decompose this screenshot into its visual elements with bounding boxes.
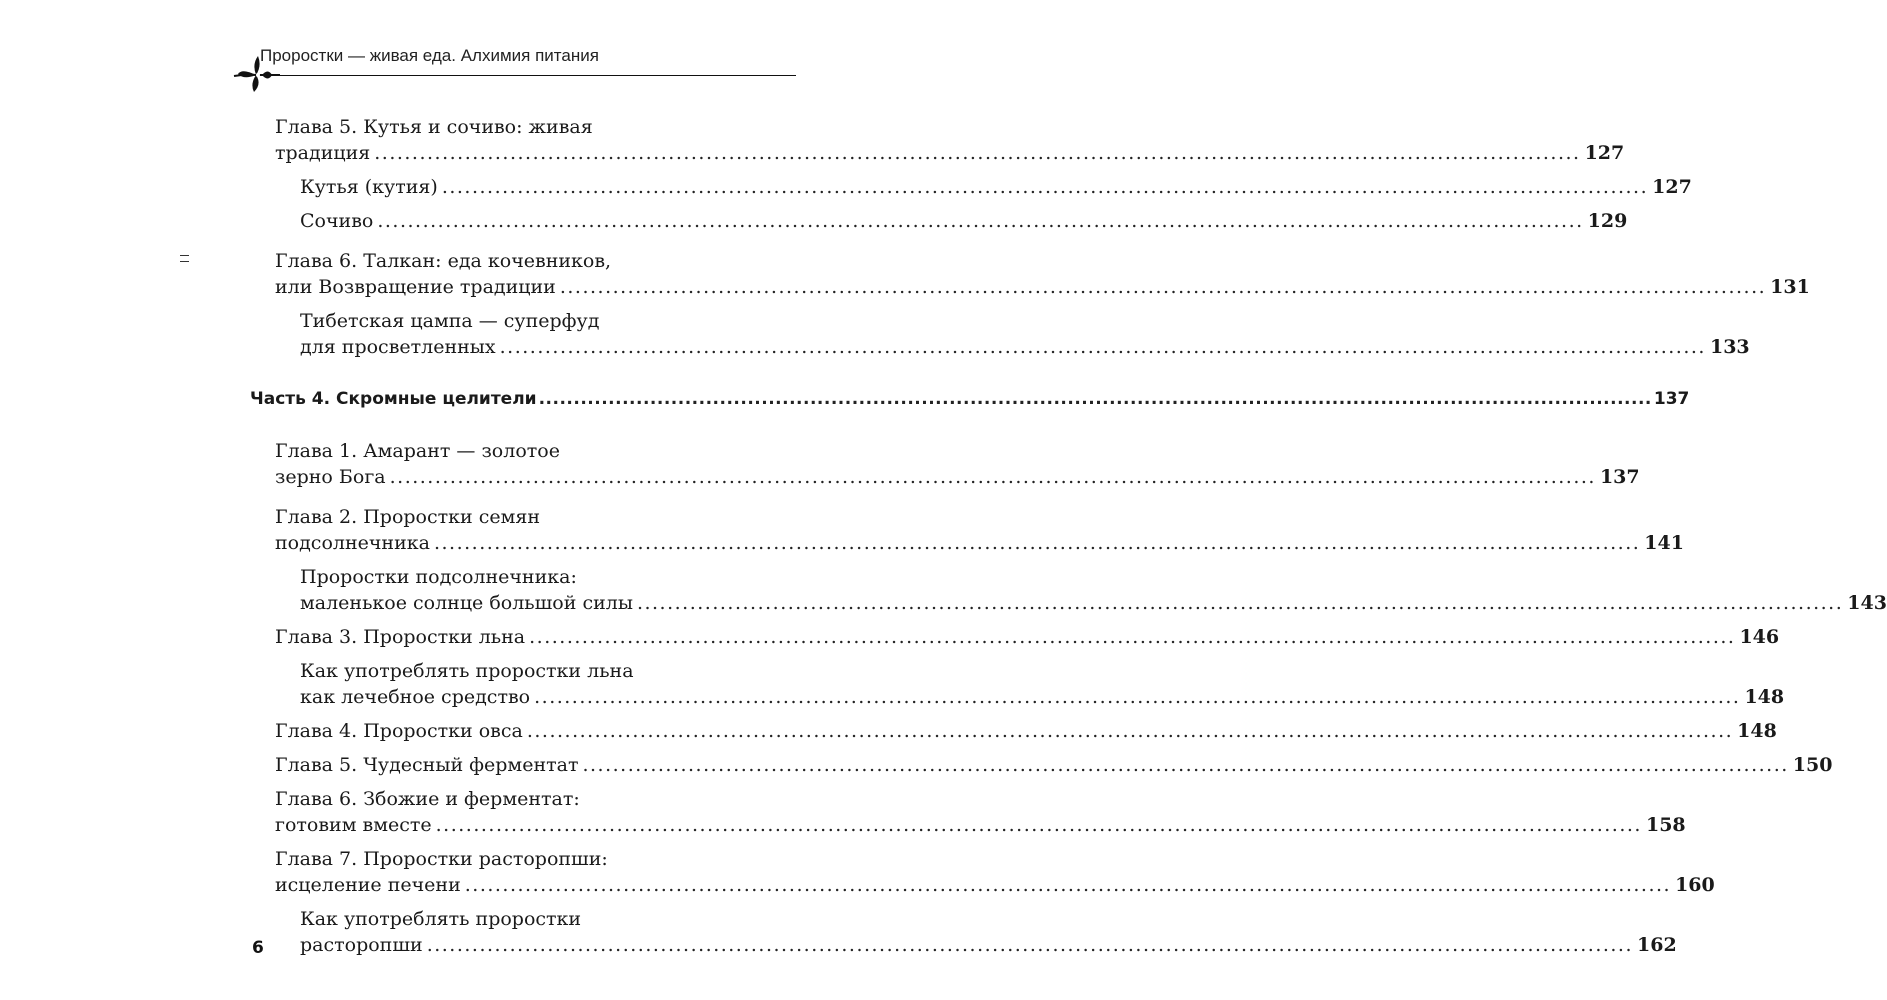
toc-page-number: 131	[1770, 276, 1810, 298]
toc-page-number: 148	[1744, 686, 1785, 708]
toc-entry-title: исцеление печени	[275, 874, 461, 896]
dot-leader: ................................................................................................................................................................	[499, 336, 1706, 358]
toc-entry-title: Глава 6. Талкан: еда кочевников,	[275, 250, 612, 272]
toc-entry-title: Глава 6. Збожие и ферментат:	[275, 788, 580, 810]
toc-entry-title: Глава 1. Амарант — золотое	[275, 440, 560, 462]
toc-page-number: 127	[1652, 176, 1692, 198]
toc-entry-title: готовим вместе	[275, 814, 432, 836]
dot-leader: ................................................................................................................................................................	[529, 626, 1736, 648]
toc-entry-title: Кутья (кутия)	[300, 176, 438, 198]
toc-entry-title: подсолнечника	[275, 532, 430, 554]
dot-leader: ................................................................................................................................................................	[526, 720, 1734, 742]
dot-leader: ................................................................................................................................................................	[374, 142, 1581, 164]
toc-page-number: 129	[1587, 210, 1628, 232]
toc-page-number: 160	[1675, 874, 1715, 896]
dot-leader: ................................................................................................................................................................	[582, 754, 1789, 776]
toc-entry-title: Проростки подсолнечника:	[300, 566, 577, 588]
toc-entry-title: Глава 4. Проростки овса	[275, 720, 523, 742]
running-header	[232, 38, 832, 98]
toc-page-number: 141	[1644, 532, 1684, 554]
toc-page-number: 162	[1637, 934, 1677, 956]
toc-page-number: 158	[1645, 814, 1686, 836]
toc-entry-title: Глава 3. Проростки льна	[275, 626, 526, 648]
toc-entry	[250, 624, 1780, 650]
toc-entry-title: Как употреблять проростки льна	[300, 660, 634, 682]
toc-page-number: 150	[1792, 754, 1833, 776]
toc-part-entry	[250, 386, 1690, 412]
dot-leader: ................................................................................................................................................................	[377, 210, 1584, 232]
toc-entry-title: как лечебное средство	[300, 686, 531, 708]
toc-page-number: 137	[1653, 389, 1690, 409]
toc-entry	[250, 906, 1677, 958]
dot-leader: ................................................................................................................................................................	[435, 814, 1642, 836]
margin-mark	[180, 255, 189, 262]
toc-entry-title: традиция	[275, 142, 371, 164]
toc-entry-title: зерно Бога	[275, 466, 386, 488]
dot-leader: ................................................................................................................................................................	[389, 466, 1596, 488]
toc-entry	[250, 208, 1628, 234]
dot-leader: ................................................................................................................................................................	[441, 176, 1649, 198]
toc-page-number: 137	[1599, 466, 1640, 488]
toc-entry	[250, 248, 1810, 300]
table-of-contents	[250, 114, 1887, 958]
toc-entry	[250, 658, 1785, 710]
toc-entry-title: или Возвращение традиции	[275, 276, 556, 298]
toc-entry-title: Глава 7. Проростки расторопши:	[275, 848, 608, 870]
toc-entry-title: Тибетская цампа — суперфуд	[300, 310, 600, 332]
toc-entry	[250, 504, 1684, 556]
toc-entry	[250, 846, 1715, 898]
toc-entry-title: Сочиво	[300, 210, 374, 232]
toc-entry	[250, 438, 1640, 490]
toc-entry-title: Глава 5. Кутья и сочиво: живая	[275, 116, 593, 138]
toc-entry-title: Глава 2. Проростки семян	[275, 506, 541, 528]
dot-leader: ................................................................................................................................................................	[636, 592, 1844, 614]
toc-page-number: 127	[1584, 142, 1625, 164]
dot-leader: ................................................................................................................................................................	[464, 874, 1672, 896]
dot-leader: ................................................................................................................................................................	[534, 686, 1741, 708]
toc-entry	[250, 308, 1750, 360]
toc-entry-title: маленькое солнце большой силы	[300, 592, 633, 614]
toc-page-number: 148	[1737, 720, 1777, 742]
toc-entry	[250, 114, 1625, 166]
toc-entry	[250, 174, 1692, 200]
toc-entry-title: Как употреблять проростки	[300, 908, 582, 930]
dot-leader: ................................................................................................................................................................	[426, 934, 1634, 956]
toc-page-number: 143	[1847, 592, 1887, 614]
toc-page-number: 133	[1709, 336, 1750, 358]
toc-entry-title: Глава 5. Чудесный ферментат	[275, 754, 579, 776]
toc-entry-title: Часть 4. Скромные целители	[250, 389, 537, 409]
toc-entry	[250, 752, 1833, 778]
toc-entry-title: расторопши	[300, 934, 423, 956]
dot-leader: ................................................................................................................................................................	[559, 276, 1767, 298]
toc-entry-title: для просветленных	[300, 336, 496, 358]
header-rule	[276, 75, 796, 76]
toc-entry	[250, 564, 1887, 616]
page-number: 6	[252, 938, 264, 958]
dot-leader: ................................................................................................................................................................	[433, 532, 1641, 554]
header-title: Проростки — живая еда. Алхимия питания	[260, 46, 599, 65]
toc-entry	[250, 718, 1777, 744]
toc-entry	[250, 786, 1686, 838]
toc-page-number: 146	[1739, 626, 1780, 648]
dot-leader: ................................................................................................................................................................	[538, 389, 1652, 409]
